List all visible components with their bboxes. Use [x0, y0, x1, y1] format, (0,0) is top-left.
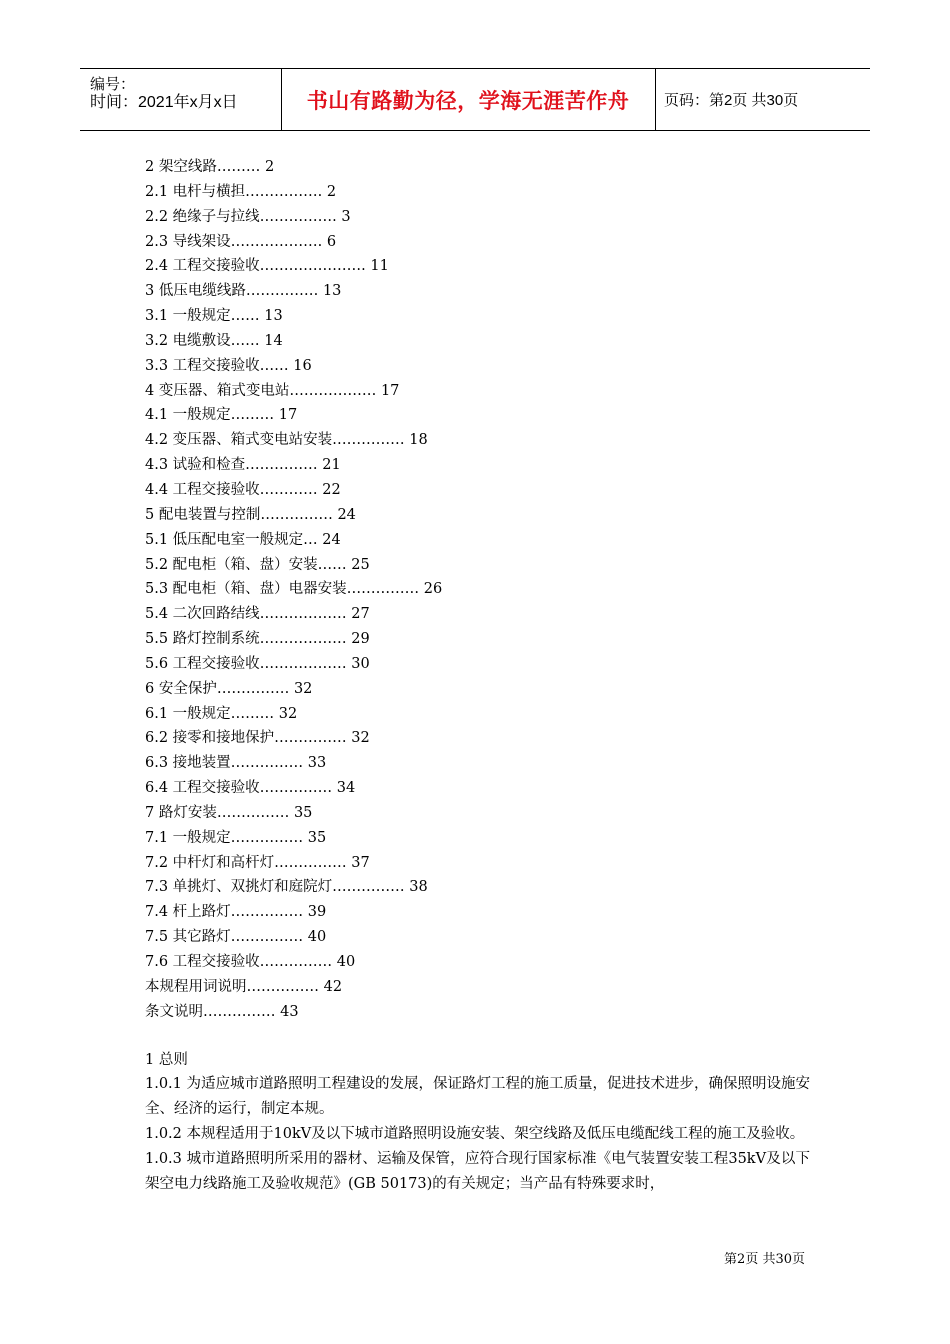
- toc-item: 7.2 中杆灯和高杆灯…………… 37: [145, 854, 370, 871]
- toc-item: 5 配电装置与控制…………… 24: [145, 506, 356, 523]
- toc-item: 3.3 工程交接验收…… 16: [145, 357, 312, 374]
- toc-item: 6.3 接地装置…………… 33: [145, 755, 327, 772]
- body-paragraph: 1.0.3 城市道路照明所采用的器材、运输及保管，应符合现行国家标准《电气装置安装工程35kV及以下架空电力线路施工及验收规范》(GB 50173)的有关规定；当产品有特殊要求时，: [145, 1150, 810, 1192]
- header-page-info: 页码：第2页 共30页: [664, 92, 799, 109]
- toc-item: 4 变压器、箱式变电站……………… 17: [145, 382, 400, 399]
- toc-item: 2.3 导线架设………………. 6: [145, 233, 337, 250]
- toc-item: 6 安全保护…………… 32: [145, 680, 313, 697]
- toc-item: 4.1 一般规定……… 17: [145, 407, 298, 424]
- toc-item: 7.1 一般规定…………… 35: [145, 829, 327, 846]
- toc-item: 4.2 变压器、箱式变电站安装…………… 18: [145, 432, 428, 449]
- toc-item: 4.3 试验和检查…………… 21: [145, 457, 341, 474]
- toc-item: 3 低压电缆线路…………… 13: [145, 283, 342, 300]
- toc-item: 3.2 电缆敷设…… 14: [145, 332, 283, 349]
- toc-item: 7.6 工程交接验收…………… 40: [145, 954, 356, 970]
- toc-item: 7.4 杆上路灯…………… 39: [145, 904, 327, 921]
- toc-item: 6.2 接零和接地保护…………… 32: [145, 730, 370, 747]
- table-of-contents: [145, 155, 810, 1025]
- toc-item: 本规程用词说明…………… 42: [145, 978, 343, 995]
- time-label: 时间：2021年x月x日: [90, 94, 238, 111]
- toc-item: 6.1 一般规定……… 32: [145, 705, 298, 722]
- toc-item: 5.3 配电柜（箱、盘）电器安装…………… 26: [145, 581, 443, 598]
- page-content: [145, 155, 810, 1197]
- toc-item: 2.2 绝缘子与拉线……………. 3: [145, 208, 351, 225]
- toc-item: 7 路灯安装…………… 35: [145, 804, 313, 821]
- toc-item: 4.4 工程交接验收………… 22: [145, 481, 341, 498]
- toc-item: 2.4 工程交接验收…………………. 11: [145, 258, 389, 275]
- header-motto: 书山有路勤为径，学海无涯苦作舟: [306, 88, 630, 113]
- body-paragraph: 1.0.2 本规程适用于10kV及以下城市道路照明设施安装、架空线路及低压电缆配线工程的施工及验收。: [145, 1126, 805, 1143]
- toc-item: 5.6 工程交接验收……………… 30: [145, 655, 370, 672]
- toc-item: 条文说明…………… 43: [145, 1003, 299, 1020]
- toc-item: 5.4 二次回路结线……………… 27: [145, 606, 370, 623]
- number-label: 编号：: [90, 76, 136, 93]
- header-divider: [655, 69, 656, 130]
- toc-item: 5.5 路灯控制系统……………… 29: [145, 631, 370, 648]
- toc-item: 7.3 单挑灯、双挑灯和庭院灯…………… 38: [145, 879, 428, 896]
- toc-item: 5.2 配电柜（箱、盘）安装…… 25: [145, 556, 370, 573]
- chapter-body: [145, 1048, 810, 1197]
- toc-item: 7.5 其它路灯…………… 40: [145, 929, 327, 946]
- page-header: [80, 68, 870, 131]
- toc-item: 6.4 工程交接验收…………… 34: [145, 780, 356, 797]
- header-meta: [90, 69, 280, 130]
- toc-item: 2 架空线路……… 2: [145, 159, 275, 175]
- section-title: 1 总则: [145, 1051, 188, 1068]
- page-footer: 第2页 共30页: [724, 1252, 805, 1267]
- toc-item: 2.1 电杆与横担……………. 2: [145, 183, 337, 200]
- toc-item: 5.1 低压配电室一般规定… 24: [145, 531, 341, 548]
- toc-item: 3.1 一般规定…… 13: [145, 308, 283, 325]
- body-paragraph: 1.0.1 为适应城市道路照明工程建设的发展，保证路灯工程的施工质量，促进技术进步，确保照明设施安全、经济的运行，制定本规。: [145, 1076, 810, 1118]
